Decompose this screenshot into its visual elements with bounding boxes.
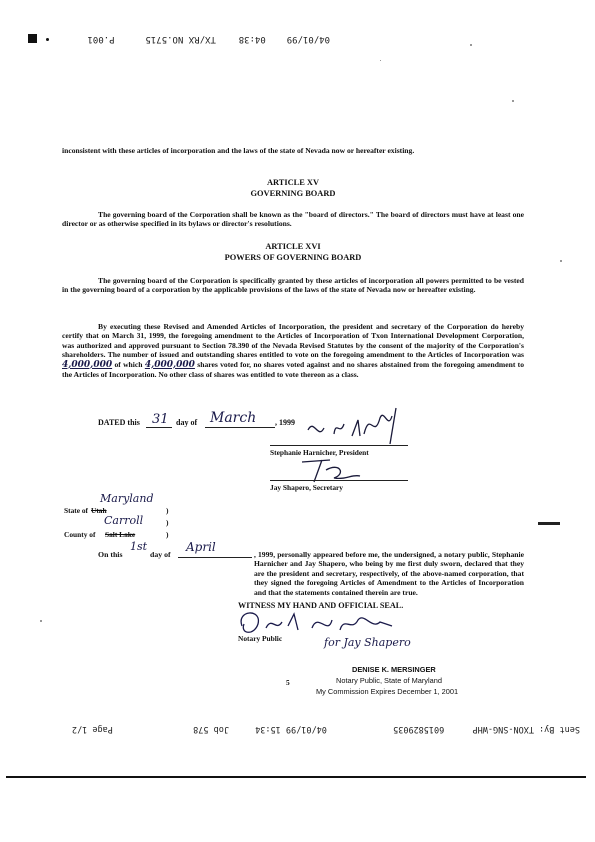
article-xvi-subtitle: POWERS OF GOVERNING BOARD (224, 253, 362, 262)
article-xvi-text: The governing board of the Corporation is specifically granted by these articles of incorporation all powers permitted to be vested in the governing board of a corporation by the applicable provisions of the laws of the state of Nevada now or hereafter existing. (62, 276, 524, 295)
notary-on-this: On this (98, 550, 123, 559)
notary-day-handwritten: 1st (130, 540, 148, 553)
fax-header-txrx: TX/RX NO.5715 (145, 34, 216, 44)
state-handwritten: Maryland (100, 492, 154, 505)
notary-stamp-line3: My Commission Expires December 1, 2001 (316, 687, 459, 696)
of-which-text: of which (114, 359, 143, 369)
notary-stamp-name: DENISE K. MERSINGER (352, 665, 436, 674)
county-paren-2: ) (166, 530, 169, 539)
notary-month-handwritten: April (186, 540, 216, 554)
fax-footer-page: Page 1/2 (71, 724, 113, 734)
county-paren: ) (166, 518, 169, 527)
execution-text-end: shares voted for, no shares voted against and no shares abstained from the foregoing amendment to the Articles of Incorporation. No other class of shares was entitled to vote thereon as a class. (62, 359, 525, 380)
dated-day-of: day of (176, 418, 198, 427)
article-xv-title: ARTICLE XV (266, 178, 320, 187)
county-struck: Salt Lake (105, 530, 136, 539)
president-name: Stephanie Harnicher, President (270, 448, 369, 457)
witness-line: WITNESS MY HAND AND OFFICIAL SEAL. (238, 601, 404, 610)
article-xvi-title: ARTICLE XVI (265, 242, 321, 251)
secretary-name: Jay Shapero, Secretary (270, 483, 344, 492)
dated-year: , 1999 (275, 418, 295, 427)
fax-header-date: 04/01/99 (286, 34, 330, 44)
dated-prefix: DATED this (98, 418, 140, 427)
state-label: State of (64, 506, 89, 515)
scan-speck (512, 100, 514, 102)
scan-speck (40, 620, 42, 622)
scan-speck (380, 60, 381, 61)
fax-header-top (87, 34, 330, 44)
fax-footer-number: 6015829035 (393, 724, 445, 734)
dated-month-handwritten: March (210, 410, 257, 426)
fax-footer-datetime: 04/01/99 15:34 (255, 724, 327, 734)
notary-day-of: day of (150, 550, 171, 559)
execution-paragraph (62, 322, 524, 379)
shares-voted-handwritten: 4,000,000 (144, 359, 195, 370)
county-handwritten: Carroll (104, 514, 144, 527)
notary-text: , 1999, personally appeared before me, the undersigned, a notary public, Stephanie Harnicher and Jay Shapero, who being by me first duly sworn, declared that they are the president and secretary, respectively, of the above-named corporation, that they signed the foregoing Articles of Amendment to the Articles of Incorporation and that the statements contained therein are true. (254, 550, 524, 597)
fax-marker-square (28, 34, 37, 43)
notary-for-note: for Jay Shapero (324, 636, 411, 649)
execution-text: By executing these Revised and Amended Articles of Incorporation, the president and secretary of the Corporation do hereby certify that on March 31, 1999, the foregoing amendment to the Articles of Incorporation of Txon International Development Corporation, was authorized and approved pursuant to Section 78.390 of the Nevada Revised Statutes by the consent of the majority of the Corporation's shareholders. The number of issued and outstanding shares entitled to vote on the foregoing amendment to the Articles of Incorporation was (62, 322, 524, 360)
secretary-signature-line (270, 480, 408, 481)
scan-speck (560, 260, 562, 262)
dated-day-handwritten: 31 (152, 412, 169, 427)
article-xv-text: The governing board of the Corporation shall be known as the "board of directors." The board of directors must have at least one director or as otherwise specified in its bylaws or director's resolutions. (62, 210, 524, 229)
county-label: County of (64, 530, 96, 539)
state-struck: Utah (91, 506, 107, 515)
dated-day-underline (146, 427, 172, 428)
fax-footer (20, 724, 580, 734)
right-edge-mark (538, 522, 560, 525)
page-number: 5 (286, 678, 290, 687)
fax-marker-dot (46, 38, 49, 41)
president-signature-line (270, 445, 408, 446)
continuation-paragraph: inconsistent with these articles of incorporation and the laws of the state of Nevada now or hereafter existing. (62, 146, 415, 155)
state-paren: ) (166, 506, 169, 515)
president-signature (300, 400, 410, 446)
notary-month-underline (178, 557, 252, 558)
fax-footer-job: Job 578 (193, 724, 229, 734)
shares-outstanding-handwritten: 4,000,000 (62, 359, 113, 370)
fax-header-time: 04:38 (238, 34, 266, 44)
dated-month-underline (205, 427, 275, 428)
article-xv-subtitle: GOVERNING BOARD (250, 189, 336, 198)
notary-public-label: Notary Public (238, 634, 283, 643)
scan-speck (470, 44, 472, 46)
fax-footer-sent-by: Sent By: TXON-SNG-WHP (472, 724, 580, 734)
page-bottom-rule (6, 776, 586, 778)
notary-stamp-line2: Notary Public, State of Maryland (336, 676, 442, 685)
fax-header-page: P.001 (87, 34, 115, 44)
